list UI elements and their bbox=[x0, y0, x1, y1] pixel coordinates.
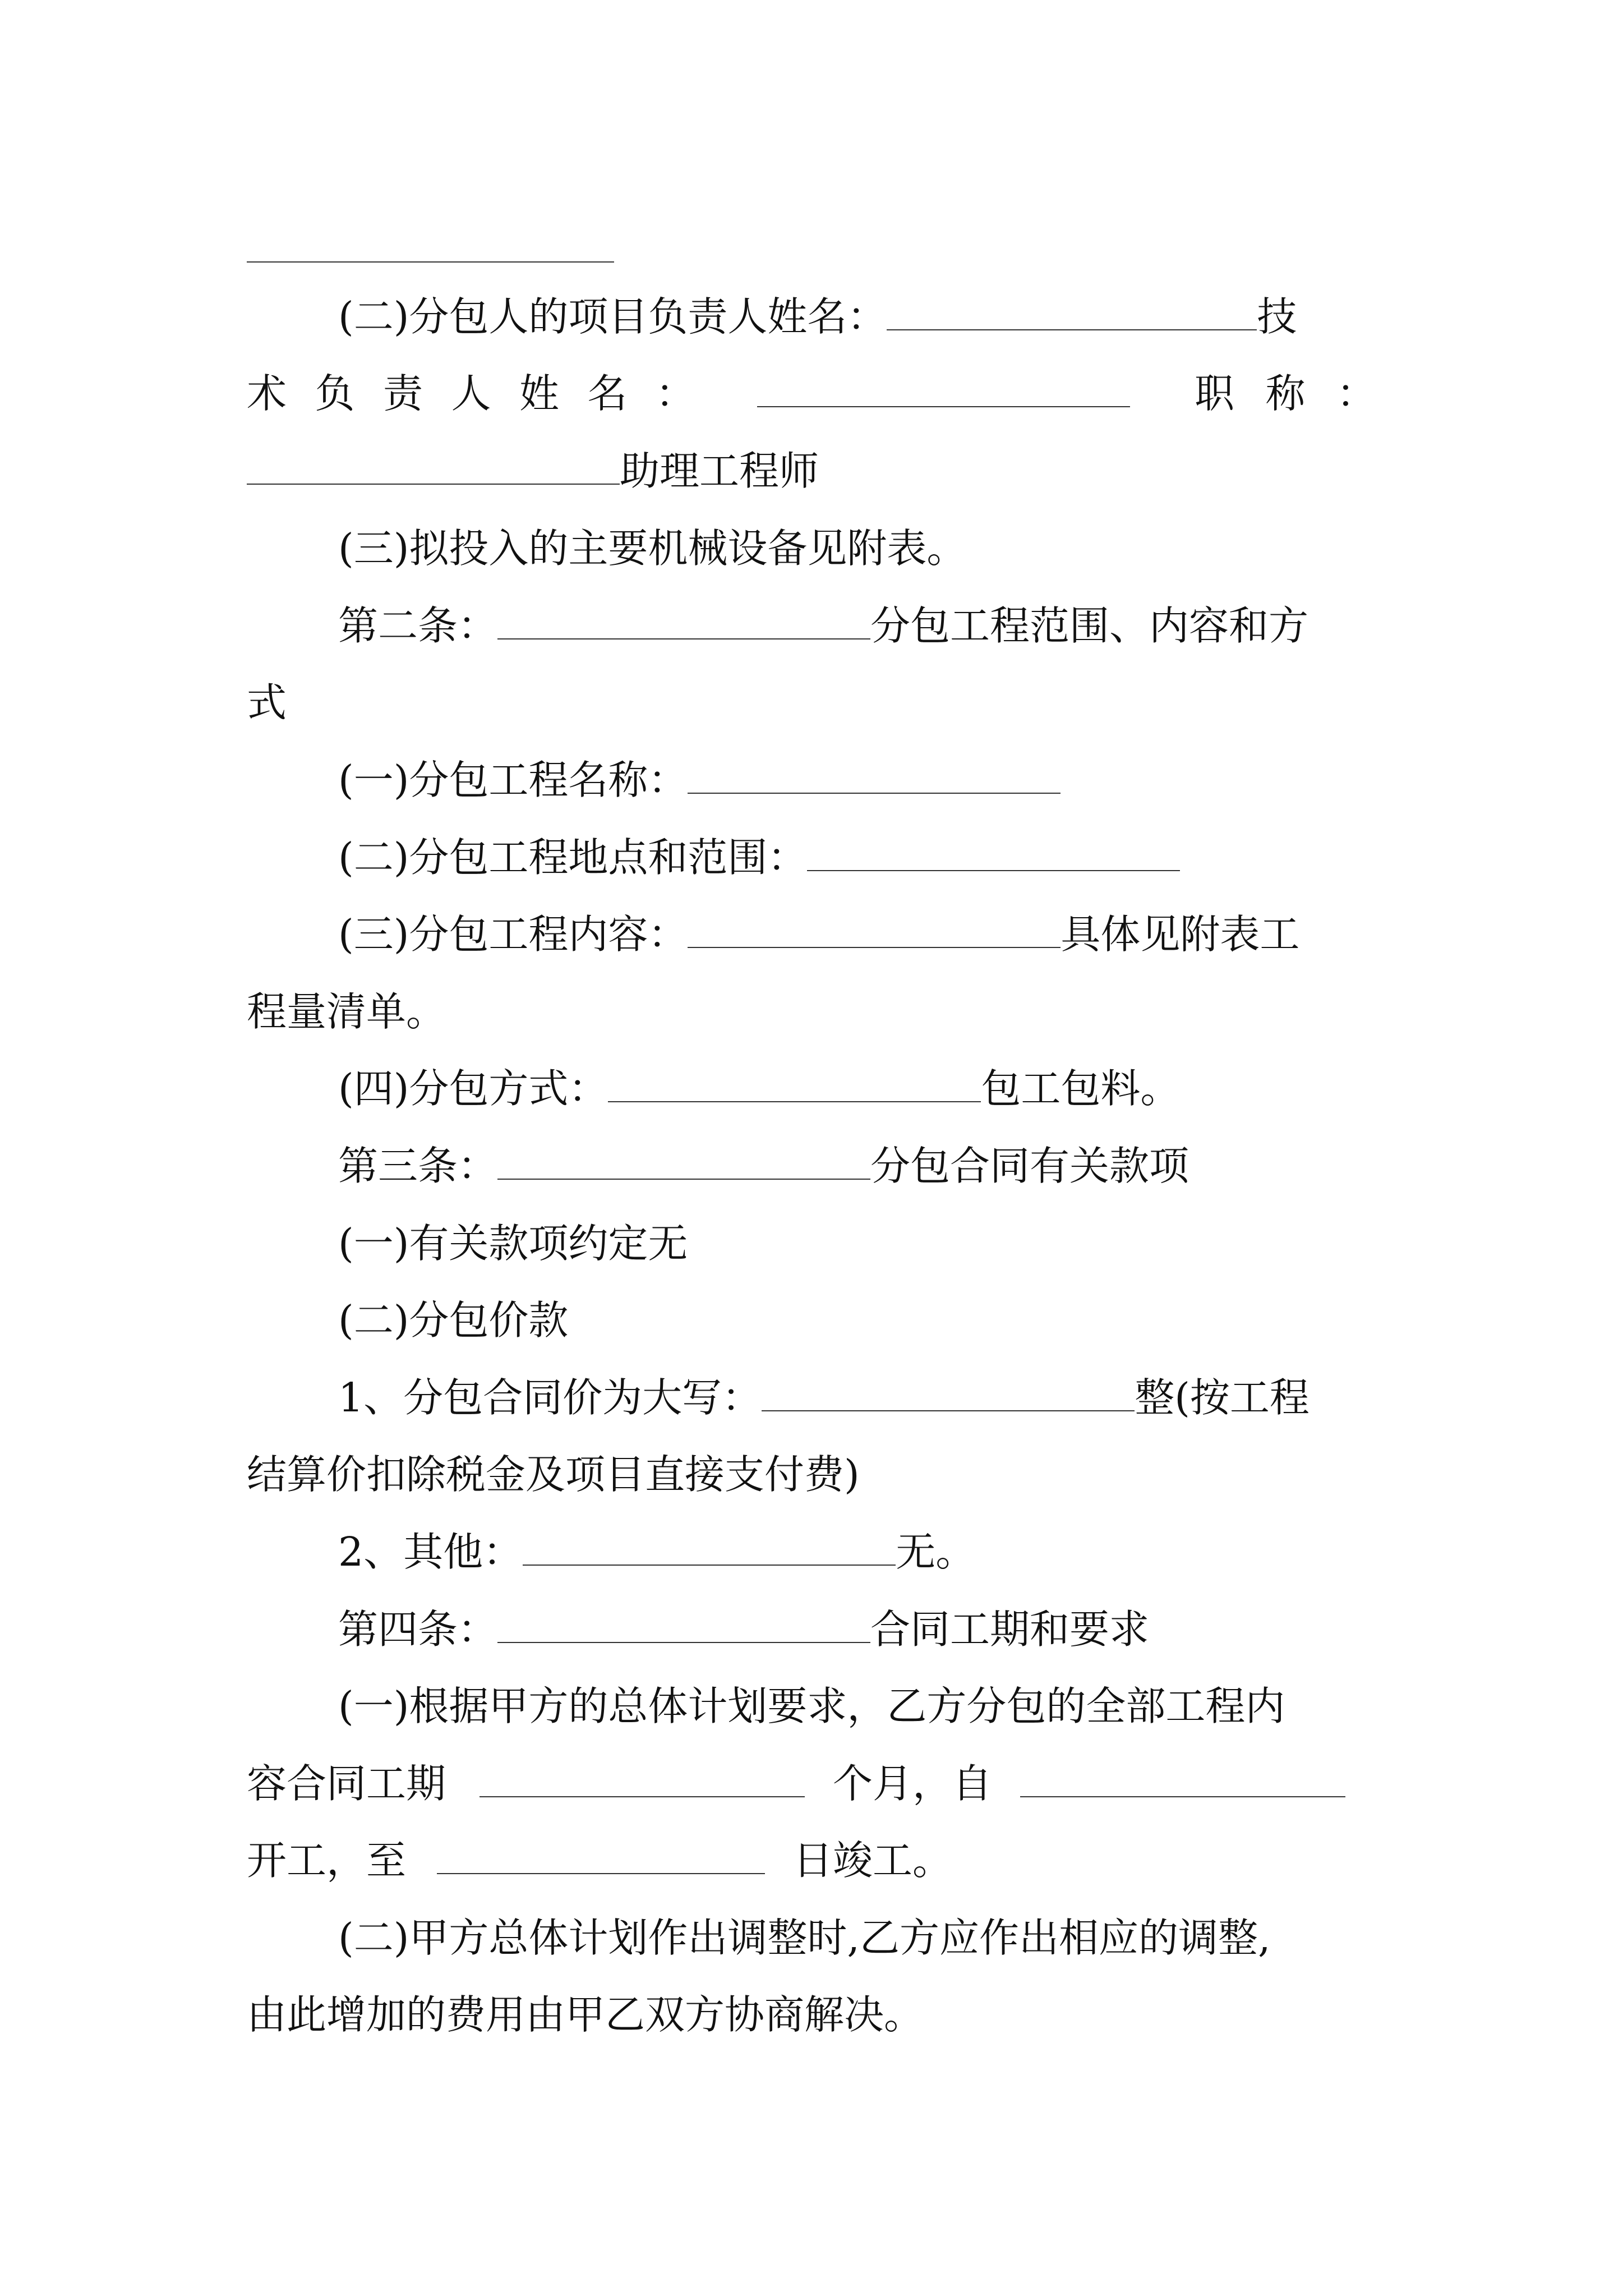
text-line bbox=[338, 1678, 1285, 1734]
line-text: 程量清单。 bbox=[247, 988, 446, 1035]
fill-blank bbox=[247, 449, 620, 485]
fill-blank bbox=[887, 295, 1257, 330]
spread-label: 职 称 ： bbox=[1195, 370, 1376, 417]
text-line bbox=[247, 1987, 924, 2043]
fill-blank bbox=[497, 1144, 870, 1180]
line-text: (四)分包方式： bbox=[338, 1065, 608, 1112]
text-line bbox=[247, 675, 287, 731]
line-text: 式 bbox=[247, 679, 287, 726]
text-line bbox=[338, 1524, 975, 1580]
line-text: 助理工程师 bbox=[620, 448, 819, 494]
line-text: (一)根据甲方的总体计划要求，乙方分包的全部工程内 bbox=[338, 1683, 1285, 1729]
fill-blank bbox=[479, 1761, 805, 1797]
fill-blank bbox=[688, 912, 1061, 948]
line-text: (二)分包价款 bbox=[338, 1297, 569, 1343]
line-text: 无。 bbox=[896, 1529, 976, 1575]
line-text: 2、其他： bbox=[338, 1529, 523, 1575]
line-text: 结算价扣除税金及项目直接支付费) bbox=[247, 1451, 860, 1498]
text-line bbox=[338, 1216, 688, 1272]
line-text: 具体见附表工 bbox=[1061, 911, 1300, 958]
text-line bbox=[247, 1447, 860, 1503]
fill-blank bbox=[523, 1530, 896, 1566]
text-line bbox=[338, 289, 1297, 345]
text-line bbox=[338, 1910, 1271, 1966]
text-line bbox=[338, 752, 1061, 808]
line-text: (三)分包工程内容： bbox=[338, 911, 688, 958]
fill-blank bbox=[1020, 1761, 1345, 1797]
line-text: 第三条： bbox=[338, 1143, 498, 1189]
line-text: (一)分包工程名称： bbox=[338, 757, 688, 803]
fill-blank bbox=[757, 371, 1130, 407]
line-text: 分包工程范围、内容和方 bbox=[870, 602, 1309, 649]
fill-blank bbox=[807, 835, 1180, 871]
fill-blank bbox=[688, 758, 1061, 794]
fill-blank bbox=[762, 1375, 1135, 1411]
line-text: 由此增加的费用由甲乙双方协商解决。 bbox=[247, 1991, 924, 2038]
line-text: 技 bbox=[1257, 293, 1297, 340]
text-line bbox=[247, 984, 446, 1040]
line-text: 1、分包合同价为大写： bbox=[338, 1374, 762, 1421]
text-line bbox=[338, 830, 1180, 886]
spread-label: 术 负 责 人 姓 名 ： bbox=[247, 370, 695, 417]
text-line bbox=[338, 1138, 1189, 1194]
text-line bbox=[338, 521, 966, 577]
line-text: (三)拟投入的主要机械设备见附表。 bbox=[338, 525, 967, 572]
text-line bbox=[247, 1756, 1345, 1812]
text-line bbox=[338, 1602, 1149, 1658]
text-line bbox=[338, 1370, 1310, 1426]
text-line bbox=[338, 907, 1299, 963]
line-text: (二)分包工程地点和范围： bbox=[338, 834, 808, 881]
line-text: 日竣工。 bbox=[793, 1837, 953, 1884]
line-text: 包工包料。 bbox=[981, 1065, 1181, 1112]
text-line bbox=[338, 1292, 568, 1349]
line-text: (二)甲方总体计划作出调整时,乙方应作出相应的调整, bbox=[338, 1915, 1271, 1961]
fill-blank bbox=[437, 1838, 765, 1874]
text-line bbox=[247, 443, 819, 499]
line-text: 分包合同有关款项 bbox=[870, 1143, 1189, 1189]
line-text: (二)分包人的项目负责人姓名： bbox=[338, 293, 887, 340]
line-text: (一)有关款项约定无 bbox=[338, 1220, 688, 1267]
text-line bbox=[247, 1833, 952, 1889]
line-text: 第四条： bbox=[338, 1606, 498, 1653]
line-text: 第二条： bbox=[338, 602, 498, 649]
text-line bbox=[338, 598, 1308, 654]
top-blank-line bbox=[247, 261, 614, 263]
line-text: 整(按工程 bbox=[1135, 1374, 1310, 1421]
line-text: 开工，至 bbox=[247, 1837, 407, 1884]
fill-blank bbox=[497, 604, 870, 639]
fill-blank bbox=[608, 1066, 981, 1102]
line-text: 个月，自 bbox=[833, 1760, 993, 1807]
fill-blank bbox=[497, 1607, 870, 1643]
text-line bbox=[338, 1061, 1180, 1117]
text-line bbox=[247, 366, 1376, 422]
line-text: 合同工期和要求 bbox=[870, 1606, 1150, 1653]
line-text: 容合同工期 bbox=[247, 1760, 446, 1807]
